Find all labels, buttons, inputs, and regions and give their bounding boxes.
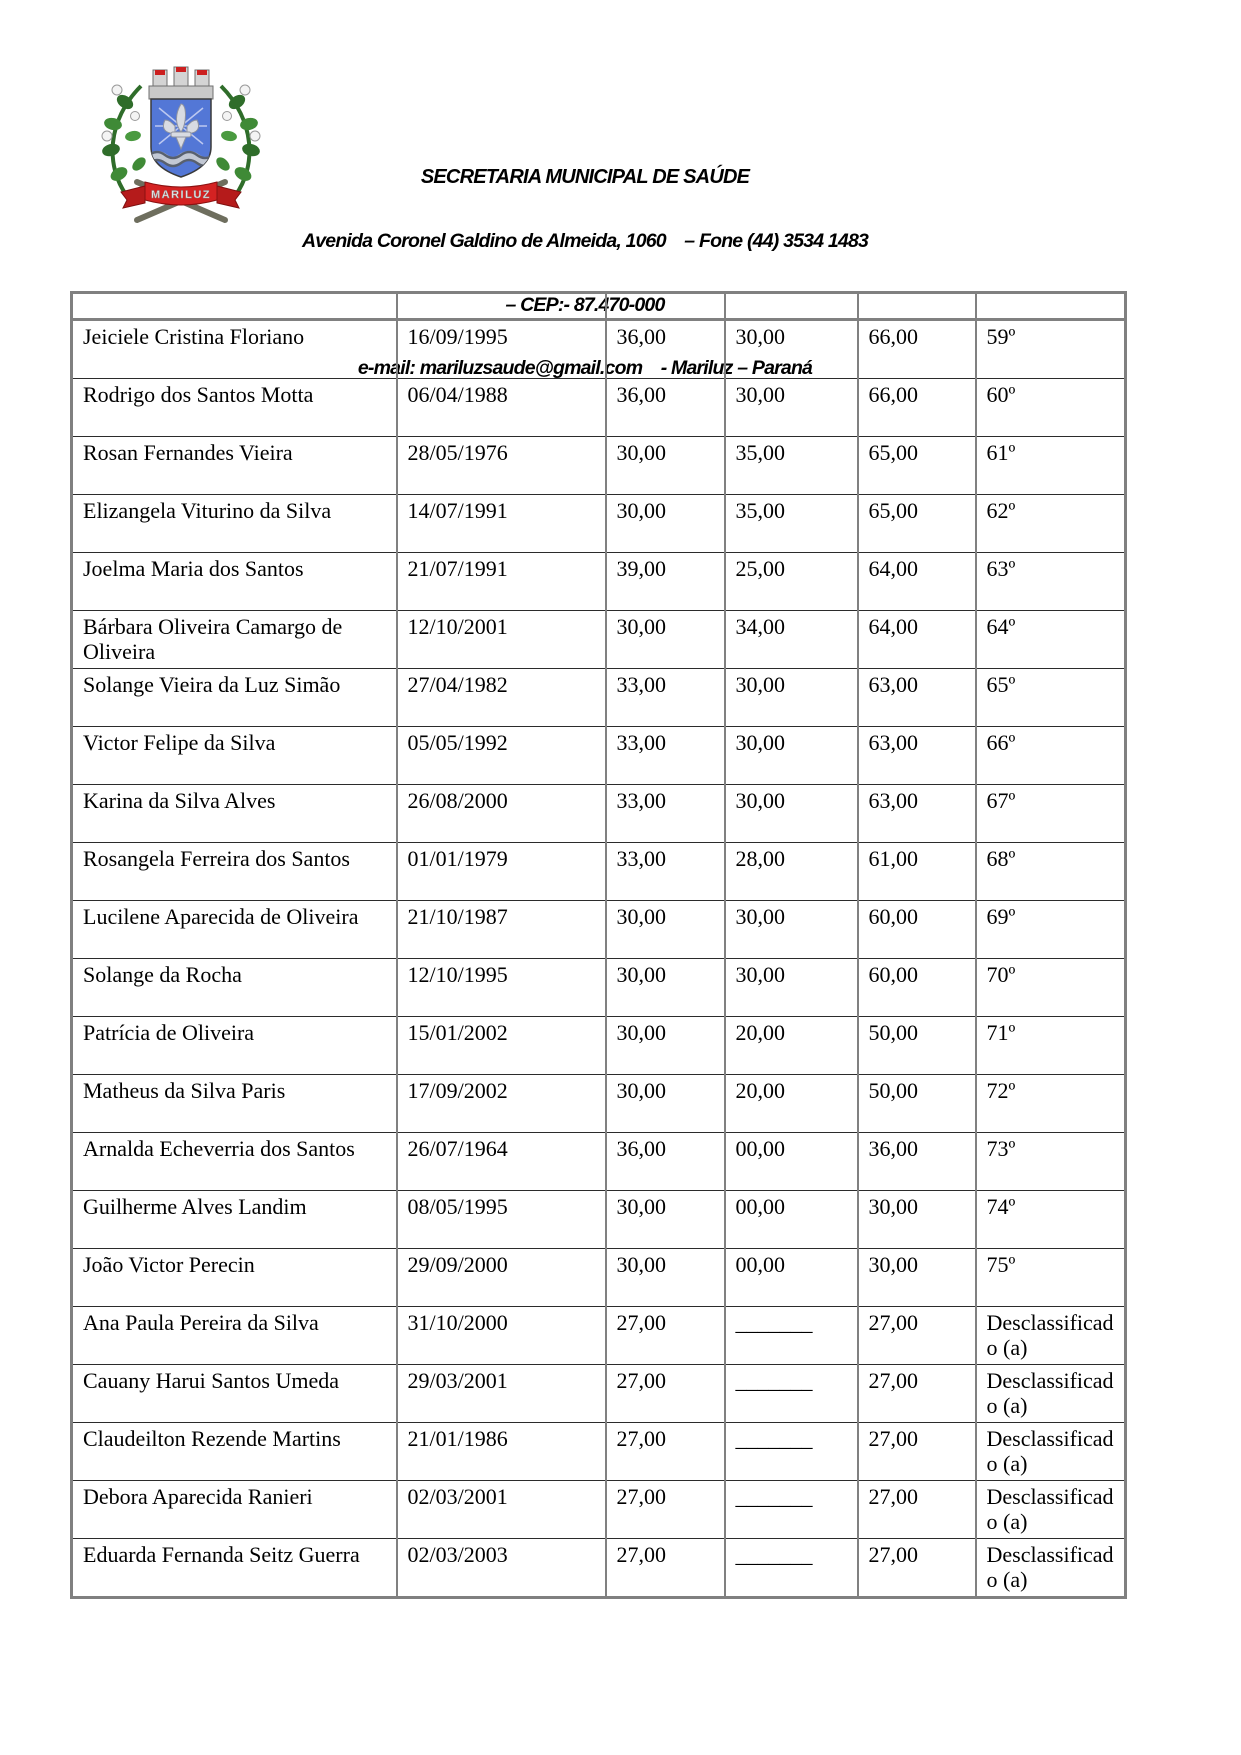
cell-score-2: 30,00: [725, 785, 858, 843]
cell-score-2: 00,00: [725, 1133, 858, 1191]
cell-rank: 69º: [976, 901, 1126, 959]
cell-birth-date: 16/09/1995: [397, 320, 606, 379]
cell-name: Cauany Harui Santos Umeda: [72, 1365, 397, 1423]
cell-name: Claudeilton Rezende Martins: [72, 1423, 397, 1481]
cell-total: 65,00: [858, 437, 976, 495]
table-row: [72, 785, 1126, 843]
cell-name: Elizangela Viturino da Silva: [72, 495, 397, 553]
table-row: [72, 1365, 1126, 1423]
cell-rank: Desclassificado (a): [976, 1481, 1126, 1539]
cell-birth-date: 31/10/2000: [397, 1307, 606, 1365]
cell-rank: 64º: [976, 611, 1126, 669]
cell-rank: 68º: [976, 843, 1126, 901]
cell-rank: 60º: [976, 379, 1126, 437]
left-branch: [101, 85, 148, 196]
cell-name: Eduarda Fernanda Seitz Guerra: [72, 1539, 397, 1598]
header-cell: [397, 293, 606, 320]
cell-birth-date: 21/10/1987: [397, 901, 606, 959]
cell-rank: 73º: [976, 1133, 1126, 1191]
cell-total: 27,00: [858, 1307, 976, 1365]
cell-birth-date: 21/01/1986: [397, 1423, 606, 1481]
table-row: [72, 1423, 1126, 1481]
cell-score-2: _______: [725, 1307, 858, 1365]
cell-score-1: 33,00: [606, 843, 725, 901]
cell-score-1: 36,00: [606, 1133, 725, 1191]
cell-total: 63,00: [858, 785, 976, 843]
cell-birth-date: 06/04/1988: [397, 379, 606, 437]
cell-score-1: 33,00: [606, 669, 725, 727]
cell-name: Joelma Maria dos Santos: [72, 553, 397, 611]
cell-score-1: 30,00: [606, 959, 725, 1017]
cell-name: Karina da Silva Alves: [72, 785, 397, 843]
cell-score-2: _______: [725, 1481, 858, 1539]
cell-rank: 70º: [976, 959, 1126, 1017]
cell-name: Bárbara Oliveira Camargo de Oliveira: [72, 611, 397, 669]
cell-score-2: 00,00: [725, 1191, 858, 1249]
cell-rank: Desclassificado (a): [976, 1307, 1126, 1365]
cell-score-1: 33,00: [606, 785, 725, 843]
cell-total: 63,00: [858, 669, 976, 727]
header-cell: [606, 293, 725, 320]
cell-rank: 65º: [976, 669, 1126, 727]
cell-birth-date: 12/10/2001: [397, 611, 606, 669]
table-row: [72, 959, 1126, 1017]
cell-total: 64,00: [858, 611, 976, 669]
cell-name: Arnalda Echeverria dos Santos: [72, 1133, 397, 1191]
cell-birth-date: 02/03/2001: [397, 1481, 606, 1539]
cell-score-2: 30,00: [725, 959, 858, 1017]
table-row: [72, 379, 1126, 437]
cell-total: 63,00: [858, 727, 976, 785]
cell-score-1: 27,00: [606, 1481, 725, 1539]
cell-rank: 66º: [976, 727, 1126, 785]
cell-score-1: 30,00: [606, 437, 725, 495]
cell-name: Debora Aparecida Ranieri: [72, 1481, 397, 1539]
cell-rank: 61º: [976, 437, 1126, 495]
table-row: [72, 727, 1126, 785]
table-row: [72, 611, 1126, 669]
table-row: [72, 437, 1126, 495]
cell-score-1: 30,00: [606, 1075, 725, 1133]
org-title: SECRETARIA MUNICIPAL DE SAÚDE: [420, 166, 750, 188]
header-cell: [858, 293, 976, 320]
cell-total: 50,00: [858, 1075, 976, 1133]
results-table: [70, 291, 1127, 1599]
cell-score-2: 25,00: [725, 553, 858, 611]
cell-name: Rodrigo dos Santos Motta: [72, 379, 397, 437]
table-row: [72, 1191, 1126, 1249]
cell-total: 60,00: [858, 901, 976, 959]
cell-name: Matheus da Silva Paris: [72, 1075, 397, 1133]
cell-birth-date: 02/03/2003: [397, 1539, 606, 1598]
cell-total: 27,00: [858, 1365, 976, 1423]
cell-score-1: 30,00: [606, 1249, 725, 1307]
table-row: [72, 669, 1126, 727]
ribbon-text: MARILUZ: [151, 189, 211, 201]
cell-rank: 67º: [976, 785, 1126, 843]
coat-of-arms-svg: [95, 64, 267, 228]
mariluz-coat-of-arms-icon: [95, 64, 267, 228]
cell-score-1: 27,00: [606, 1307, 725, 1365]
cell-score-2: 20,00: [725, 1017, 858, 1075]
cell-score-1: 30,00: [606, 611, 725, 669]
cell-rank: 74º: [976, 1191, 1126, 1249]
cell-total: 27,00: [858, 1539, 976, 1598]
right-branch: [214, 85, 261, 196]
header-cell: [72, 293, 397, 320]
cell-name: Rosan Fernandes Vieira: [72, 437, 397, 495]
cell-total: 27,00: [858, 1423, 976, 1481]
cell-score-2: 35,00: [725, 495, 858, 553]
cell-birth-date: 26/07/1964: [397, 1133, 606, 1191]
address-line: Avenida Coronel Galdino de Almeida, 1060 – Fone (44) 3534 1483: [301, 230, 869, 252]
cell-score-2: 30,00: [725, 901, 858, 959]
cell-score-1: 36,00: [606, 379, 725, 437]
table-header-row: [72, 293, 1126, 320]
cell-score-2: _______: [725, 1539, 858, 1598]
cell-name: João Victor Perecin: [72, 1249, 397, 1307]
cell-total: 36,00: [858, 1133, 976, 1191]
table-row: [72, 495, 1126, 553]
cell-score-2: 28,00: [725, 843, 858, 901]
cell-rank: 63º: [976, 553, 1126, 611]
table-row: [72, 320, 1126, 379]
cell-rank: Desclassificado (a): [976, 1365, 1126, 1423]
cell-name: Solange da Rocha: [72, 959, 397, 1017]
cell-score-2: 30,00: [725, 669, 858, 727]
cell-birth-date: 01/01/1979: [397, 843, 606, 901]
cell-birth-date: 29/03/2001: [397, 1365, 606, 1423]
cell-score-2: _______: [725, 1423, 858, 1481]
cell-name: Solange Vieira da Luz Simão: [72, 669, 397, 727]
cell-rank: 72º: [976, 1075, 1126, 1133]
table-row: [72, 1017, 1126, 1075]
cell-name: Victor Felipe da Silva: [72, 727, 397, 785]
cell-name: Lucilene Aparecida de Oliveira: [72, 901, 397, 959]
cell-rank: 62º: [976, 495, 1126, 553]
cell-score-1: 27,00: [606, 1539, 725, 1598]
cell-birth-date: 26/08/2000: [397, 785, 606, 843]
table-row: [72, 1133, 1126, 1191]
cell-score-1: 30,00: [606, 901, 725, 959]
cell-birth-date: 08/05/1995: [397, 1191, 606, 1249]
results-table-body: [72, 293, 1126, 1598]
cell-total: 64,00: [858, 553, 976, 611]
table-row: [72, 1249, 1126, 1307]
cell-birth-date: 21/07/1991: [397, 553, 606, 611]
cell-score-2: 30,00: [725, 379, 858, 437]
cell-birth-date: 27/04/1982: [397, 669, 606, 727]
mural-crown: [149, 67, 213, 99]
cell-score-2: 00,00: [725, 1249, 858, 1307]
shield: [149, 99, 229, 177]
cell-score-2: 34,00: [725, 611, 858, 669]
cell-birth-date: 12/10/1995: [397, 959, 606, 1017]
table-row: [72, 1481, 1126, 1539]
cell-score-1: 39,00: [606, 553, 725, 611]
table-row: [72, 553, 1126, 611]
cell-score-1: 30,00: [606, 1017, 725, 1075]
cell-score-2: 30,00: [725, 727, 858, 785]
cell-score-2: 30,00: [725, 320, 858, 379]
cep-line: – CEP:- 87.470-000: [505, 293, 665, 316]
cell-birth-date: 29/09/2000: [397, 1249, 606, 1307]
cell-score-1: 27,00: [606, 1423, 725, 1481]
email-line: e-mail: mariluzsaude@gmail.com - Mariluz – Paraná: [357, 357, 813, 379]
cell-birth-date: 17/09/2002: [397, 1075, 606, 1133]
cell-score-1: 27,00: [606, 1365, 725, 1423]
cell-score-1: 30,00: [606, 1191, 725, 1249]
cell-total: 66,00: [858, 320, 976, 379]
cell-total: 60,00: [858, 959, 976, 1017]
cell-name: Patrícia de Oliveira: [72, 1017, 397, 1075]
cell-total: 30,00: [858, 1191, 976, 1249]
header-cell: [725, 293, 858, 320]
cell-name: Rosangela Ferreira dos Santos: [72, 843, 397, 901]
cell-rank: Desclassificado (a): [976, 1539, 1126, 1598]
cell-total: 50,00: [858, 1017, 976, 1075]
cell-score-1: 36,00: [606, 320, 725, 379]
cell-name: Guilherme Alves Landim: [72, 1191, 397, 1249]
table-row: [72, 901, 1126, 959]
cell-score-2: 20,00: [725, 1075, 858, 1133]
cell-name: Ana Paula Pereira da Silva: [72, 1307, 397, 1365]
cell-score-1: 30,00: [606, 495, 725, 553]
cell-total: 65,00: [858, 495, 976, 553]
table-row: [72, 843, 1126, 901]
cell-rank: 59º: [976, 320, 1126, 379]
cell-rank: 71º: [976, 1017, 1126, 1075]
cell-total: 66,00: [858, 379, 976, 437]
cell-total: 27,00: [858, 1481, 976, 1539]
cell-birth-date: 28/05/1976: [397, 437, 606, 495]
cell-birth-date: 15/01/2002: [397, 1017, 606, 1075]
cell-score-2: 35,00: [725, 437, 858, 495]
cell-total: 61,00: [858, 843, 976, 901]
header-cell: [976, 293, 1126, 320]
cell-score-1: 33,00: [606, 727, 725, 785]
table-row: [72, 1075, 1126, 1133]
cell-birth-date: 14/07/1991: [397, 495, 606, 553]
cell-total: 30,00: [858, 1249, 976, 1307]
cell-birth-date: 05/05/1992: [397, 727, 606, 785]
cell-rank: 75º: [976, 1249, 1126, 1307]
cell-rank: Desclassificado (a): [976, 1423, 1126, 1481]
cell-score-2: _______: [725, 1365, 858, 1423]
cell-name: Jeiciele Cristina Floriano: [72, 320, 397, 379]
table-row: [72, 1307, 1126, 1365]
table-row: [72, 1539, 1126, 1598]
